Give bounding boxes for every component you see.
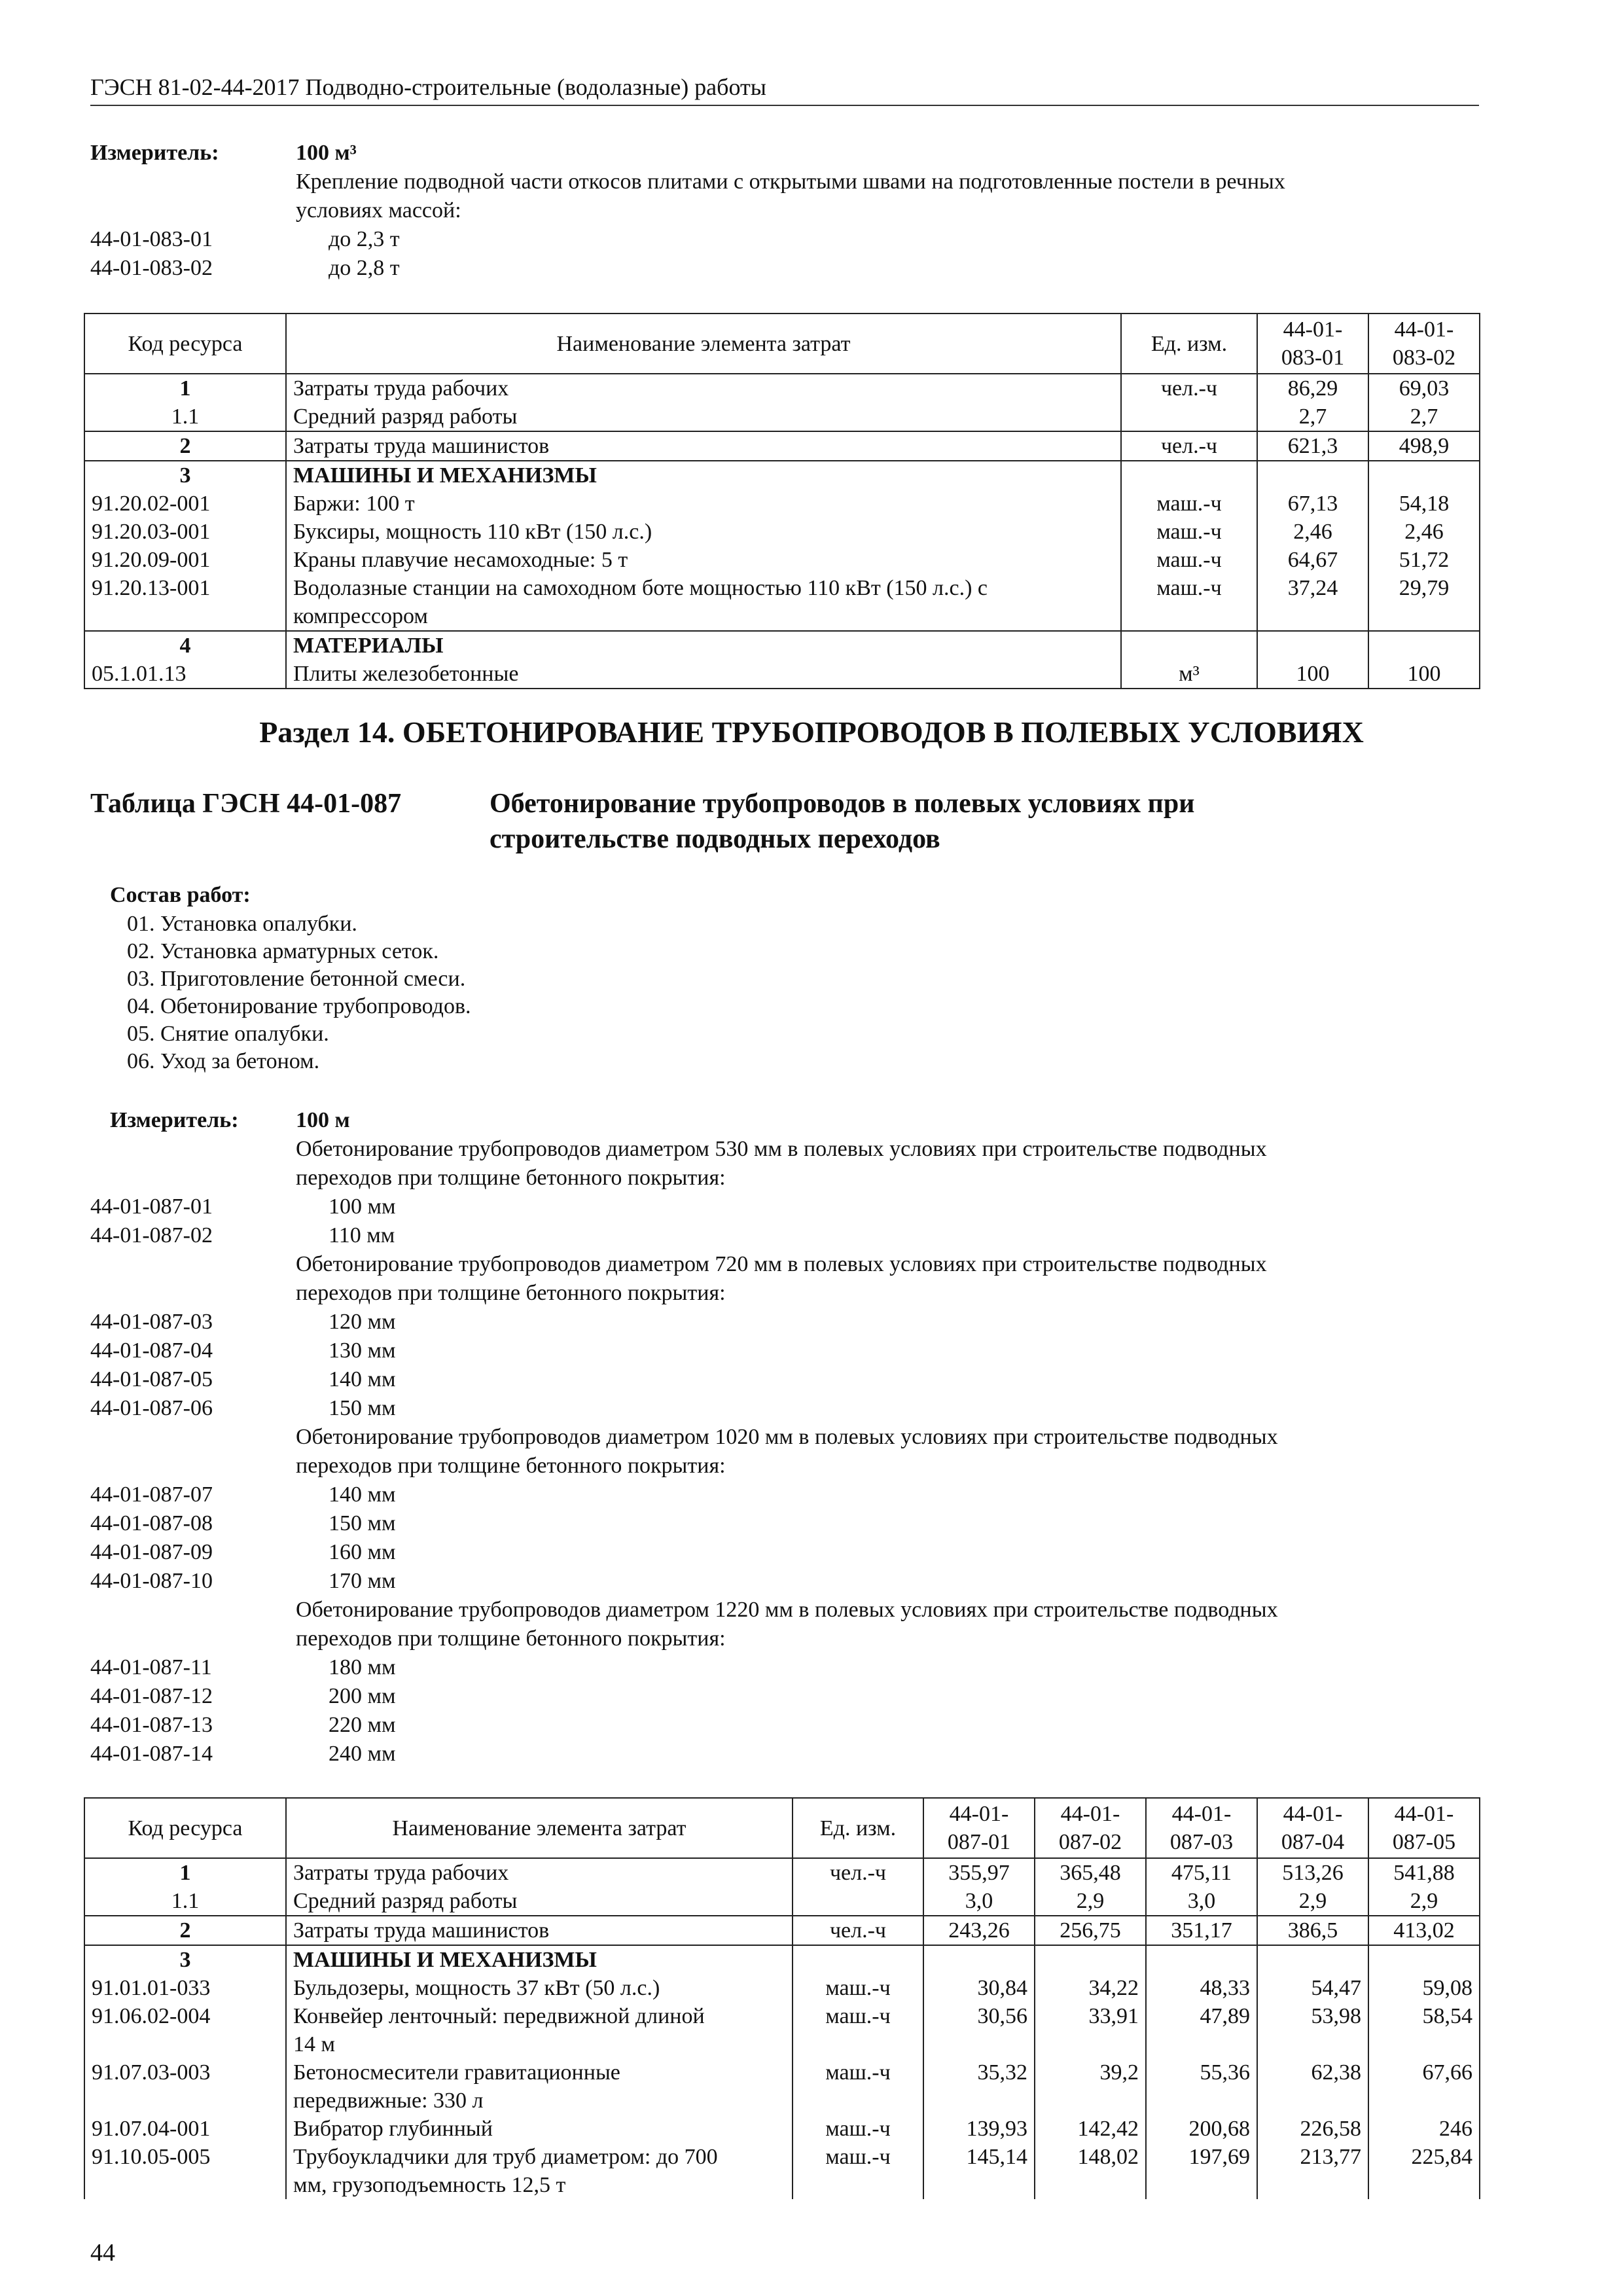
section-title: Раздел 14. ОБЕТОНИРОВАНИЕ ТРУБОПРОВОДОВ В ПОЛЕВЫХ УСЛОВИЯХ xyxy=(259,715,1364,749)
header-norm: 44-01- 087-03 xyxy=(1146,1798,1257,1858)
norm-value: 150 мм xyxy=(329,1396,396,1420)
meter-description: Обетонирование трубопроводов диаметром 1020 мм в полевых условиях при строительстве подводных xyxy=(296,1425,1278,1449)
page-number: 44 xyxy=(90,2239,115,2267)
meter-label: Измеритель: xyxy=(90,141,219,165)
meter-value: 100 м xyxy=(296,1108,350,1132)
header-norm: 44-01- 087-02 xyxy=(1035,1798,1146,1858)
meter-description: Обетонирование трубопроводов диаметром 1220 мм в полевых условиях при строительстве подводных xyxy=(296,1598,1278,1622)
norm-code: 44-01-087-07 xyxy=(90,1482,213,1507)
work-item: 06. Уход за бетоном. xyxy=(127,1049,320,1073)
table-title: строительстве подводных переходов xyxy=(490,824,940,854)
resources-table-083 xyxy=(84,313,1480,689)
resources-table-087 xyxy=(84,1797,1480,2199)
work-item: 03. Приготовление бетонной смеси. xyxy=(127,967,466,991)
table-row: 1 Затраты труда рабочих чел.-ч 355,97 365,48 475,11 513,26 541,88 xyxy=(84,1858,1480,1887)
header-code: Код ресурса xyxy=(84,1798,286,1858)
meter-description: Обетонирование трубопроводов диаметром 530 мм в полевых условиях при строительстве подводных xyxy=(296,1137,1267,1161)
table-label: Таблица ГЭСН 44-01-087 xyxy=(90,789,402,819)
norm-value: 170 мм xyxy=(329,1569,396,1593)
table-row: 91.20.09-001 Краны плавучие несамоходные: 5 т маш.-ч 64,67 51,72 xyxy=(84,546,1480,574)
table-row-group-heading: 3 МАШИНЫ И МЕХАНИЗМЫ xyxy=(84,1945,1480,1974)
header-norm: 44-01- 087-04 xyxy=(1257,1798,1368,1858)
meter-description: переходов при толщине бетонного покрытия: xyxy=(296,1281,726,1305)
norm-code: 44-01-087-01 xyxy=(90,1194,213,1219)
table-row: 91.01.01-033 Бульдозеры, мощность 37 кВт (50 л.с.) маш.-ч 30,84 34,22 48,33 54,47 59,08 xyxy=(84,1974,1480,2002)
norm-code: 44-01-083-01 xyxy=(90,227,213,251)
meter-label: Измеритель: xyxy=(110,1108,239,1132)
meter-description: переходов при толщине бетонного покрытия: xyxy=(296,1454,726,1478)
header-code: Код ресурса xyxy=(84,314,286,374)
table-row: 91.20.02-001 Баржи: 100 т маш.-ч 67,13 54,18 xyxy=(84,490,1480,518)
table-row: 2 Затраты труда машинистов чел.-ч 621,3 498,9 xyxy=(84,431,1480,461)
work-item: 04. Обетонирование трубопроводов. xyxy=(127,994,471,1018)
norm-value: 140 мм xyxy=(329,1367,396,1391)
table-title: Обетонирование трубопроводов в полевых условиях при xyxy=(490,789,1195,819)
table-row: 91.20.13-001 Водолазные станции на самоходном боте мощностью 110 кВт (150 л.с.) с компрессором маш.-ч 37,24 29,79 xyxy=(84,574,1480,631)
norm-code: 44-01-087-04 xyxy=(90,1338,213,1363)
meter-description: Обетонирование трубопроводов диаметром 720 мм в полевых условиях при строительстве подводных xyxy=(296,1252,1267,1276)
table-row: 2 Затраты труда машинистов чел.-ч 243,26 256,75 351,17 386,5 413,02 xyxy=(84,1916,1480,1945)
header-norm: 44-01- 083-02 xyxy=(1368,314,1480,374)
running-header: ГЭСН 81-02-44-2017 Подводно-строительные (водолазные) работы xyxy=(90,73,1479,106)
norm-value: 160 мм xyxy=(329,1540,396,1564)
table-row: 05.1.01.13 Плиты железобетонные м³ 100 100 xyxy=(84,660,1480,689)
header-name: Наименование элемента затрат xyxy=(286,1798,793,1858)
header-unit: Ед. изм. xyxy=(793,1798,923,1858)
table-row: 1.1 Средний разряд работы 2,7 2,7 xyxy=(84,403,1480,431)
norm-code: 44-01-087-06 xyxy=(90,1396,213,1420)
header-name: Наименование элемента затрат xyxy=(286,314,1121,374)
norm-code: 44-01-087-09 xyxy=(90,1540,213,1564)
norm-value: 150 мм xyxy=(329,1511,396,1535)
norm-value: 180 мм xyxy=(329,1655,396,1679)
table-row: 91.07.03-003 Бетоносмесители гравитационные передвижные: 330 л маш.-ч 35,32 39,2 55,36 62,38 67,66 xyxy=(84,2058,1480,2115)
norm-value: 140 мм xyxy=(329,1482,396,1507)
norm-value: 120 мм xyxy=(329,1310,396,1334)
header-unit: Ед. изм. xyxy=(1121,314,1257,374)
table-row: 91.07.04-001 Вибратор глубинный маш.-ч 139,93 142,42 200,68 226,58 246 xyxy=(84,2115,1480,2143)
meter-value: 100 м³ xyxy=(296,141,357,165)
works-label: Состав работ: xyxy=(110,883,251,907)
table-row: 91.10.05-005 Трубоукладчики для труб диаметром: до 700 мм, грузоподъемность 12,5 т маш.-ч 145,14 148,02 197,69 213,77 225,84 xyxy=(84,2143,1480,2199)
norm-code: 44-01-087-10 xyxy=(90,1569,213,1593)
norm-code: 44-01-083-02 xyxy=(90,256,213,280)
norm-code: 44-01-087-14 xyxy=(90,1742,213,1766)
norm-code: 44-01-087-08 xyxy=(90,1511,213,1535)
norm-value: 110 мм xyxy=(329,1223,395,1247)
norm-value: до 2,8 т xyxy=(329,256,400,280)
norm-code: 44-01-087-11 xyxy=(90,1655,212,1679)
norm-code: 44-01-087-13 xyxy=(90,1713,213,1737)
norm-value: 200 мм xyxy=(329,1684,396,1708)
norm-code: 44-01-087-05 xyxy=(90,1367,213,1391)
table-row-group-heading: 4 МАТЕРИАЛЫ xyxy=(84,631,1480,660)
norm-value: 240 мм xyxy=(329,1742,396,1766)
table-row: 1.1 Средний разряд работы 3,0 2,9 3,0 2,9 2,9 xyxy=(84,1887,1480,1916)
norm-value: 100 мм xyxy=(329,1194,396,1219)
norm-code: 44-01-087-03 xyxy=(90,1310,213,1334)
meter-description: условиях массой: xyxy=(296,198,461,223)
meter-description: переходов при толщине бетонного покрытия: xyxy=(296,1626,726,1651)
table-row-group-heading: 3 МАШИНЫ И МЕХАНИЗМЫ xyxy=(84,461,1480,490)
norm-code: 44-01-087-02 xyxy=(90,1223,213,1247)
table-row: 91.20.03-001 Буксиры, мощность 110 кВт (150 л.с.) маш.-ч 2,46 2,46 xyxy=(84,518,1480,546)
work-item: 05. Снятие опалубки. xyxy=(127,1022,329,1046)
norm-value: 130 мм xyxy=(329,1338,396,1363)
header-norm: 44-01- 087-01 xyxy=(923,1798,1035,1858)
norm-value: 220 мм xyxy=(329,1713,396,1737)
work-item: 01. Установка опалубки. xyxy=(127,912,357,936)
table-row: 1 Затраты труда рабочих чел.-ч 86,29 69,03 xyxy=(84,374,1480,403)
header-norm: 44-01- 083-01 xyxy=(1257,314,1368,374)
norm-value: до 2,3 т xyxy=(329,227,400,251)
norm-code: 44-01-087-12 xyxy=(90,1684,213,1708)
header-norm: 44-01- 087-05 xyxy=(1368,1798,1480,1858)
meter-description: переходов при толщине бетонного покрытия: xyxy=(296,1166,726,1190)
work-item: 02. Установка арматурных сеток. xyxy=(127,939,439,963)
table-row: 91.06.02-004 Конвейер ленточный: передвижной длиной 14 м маш.-ч 30,56 33,91 47,89 53,98 58,54 xyxy=(84,2002,1480,2058)
meter-description: Крепление подводной части откосов плитами с открытыми швами на подготовленные постели в речных xyxy=(296,170,1285,194)
